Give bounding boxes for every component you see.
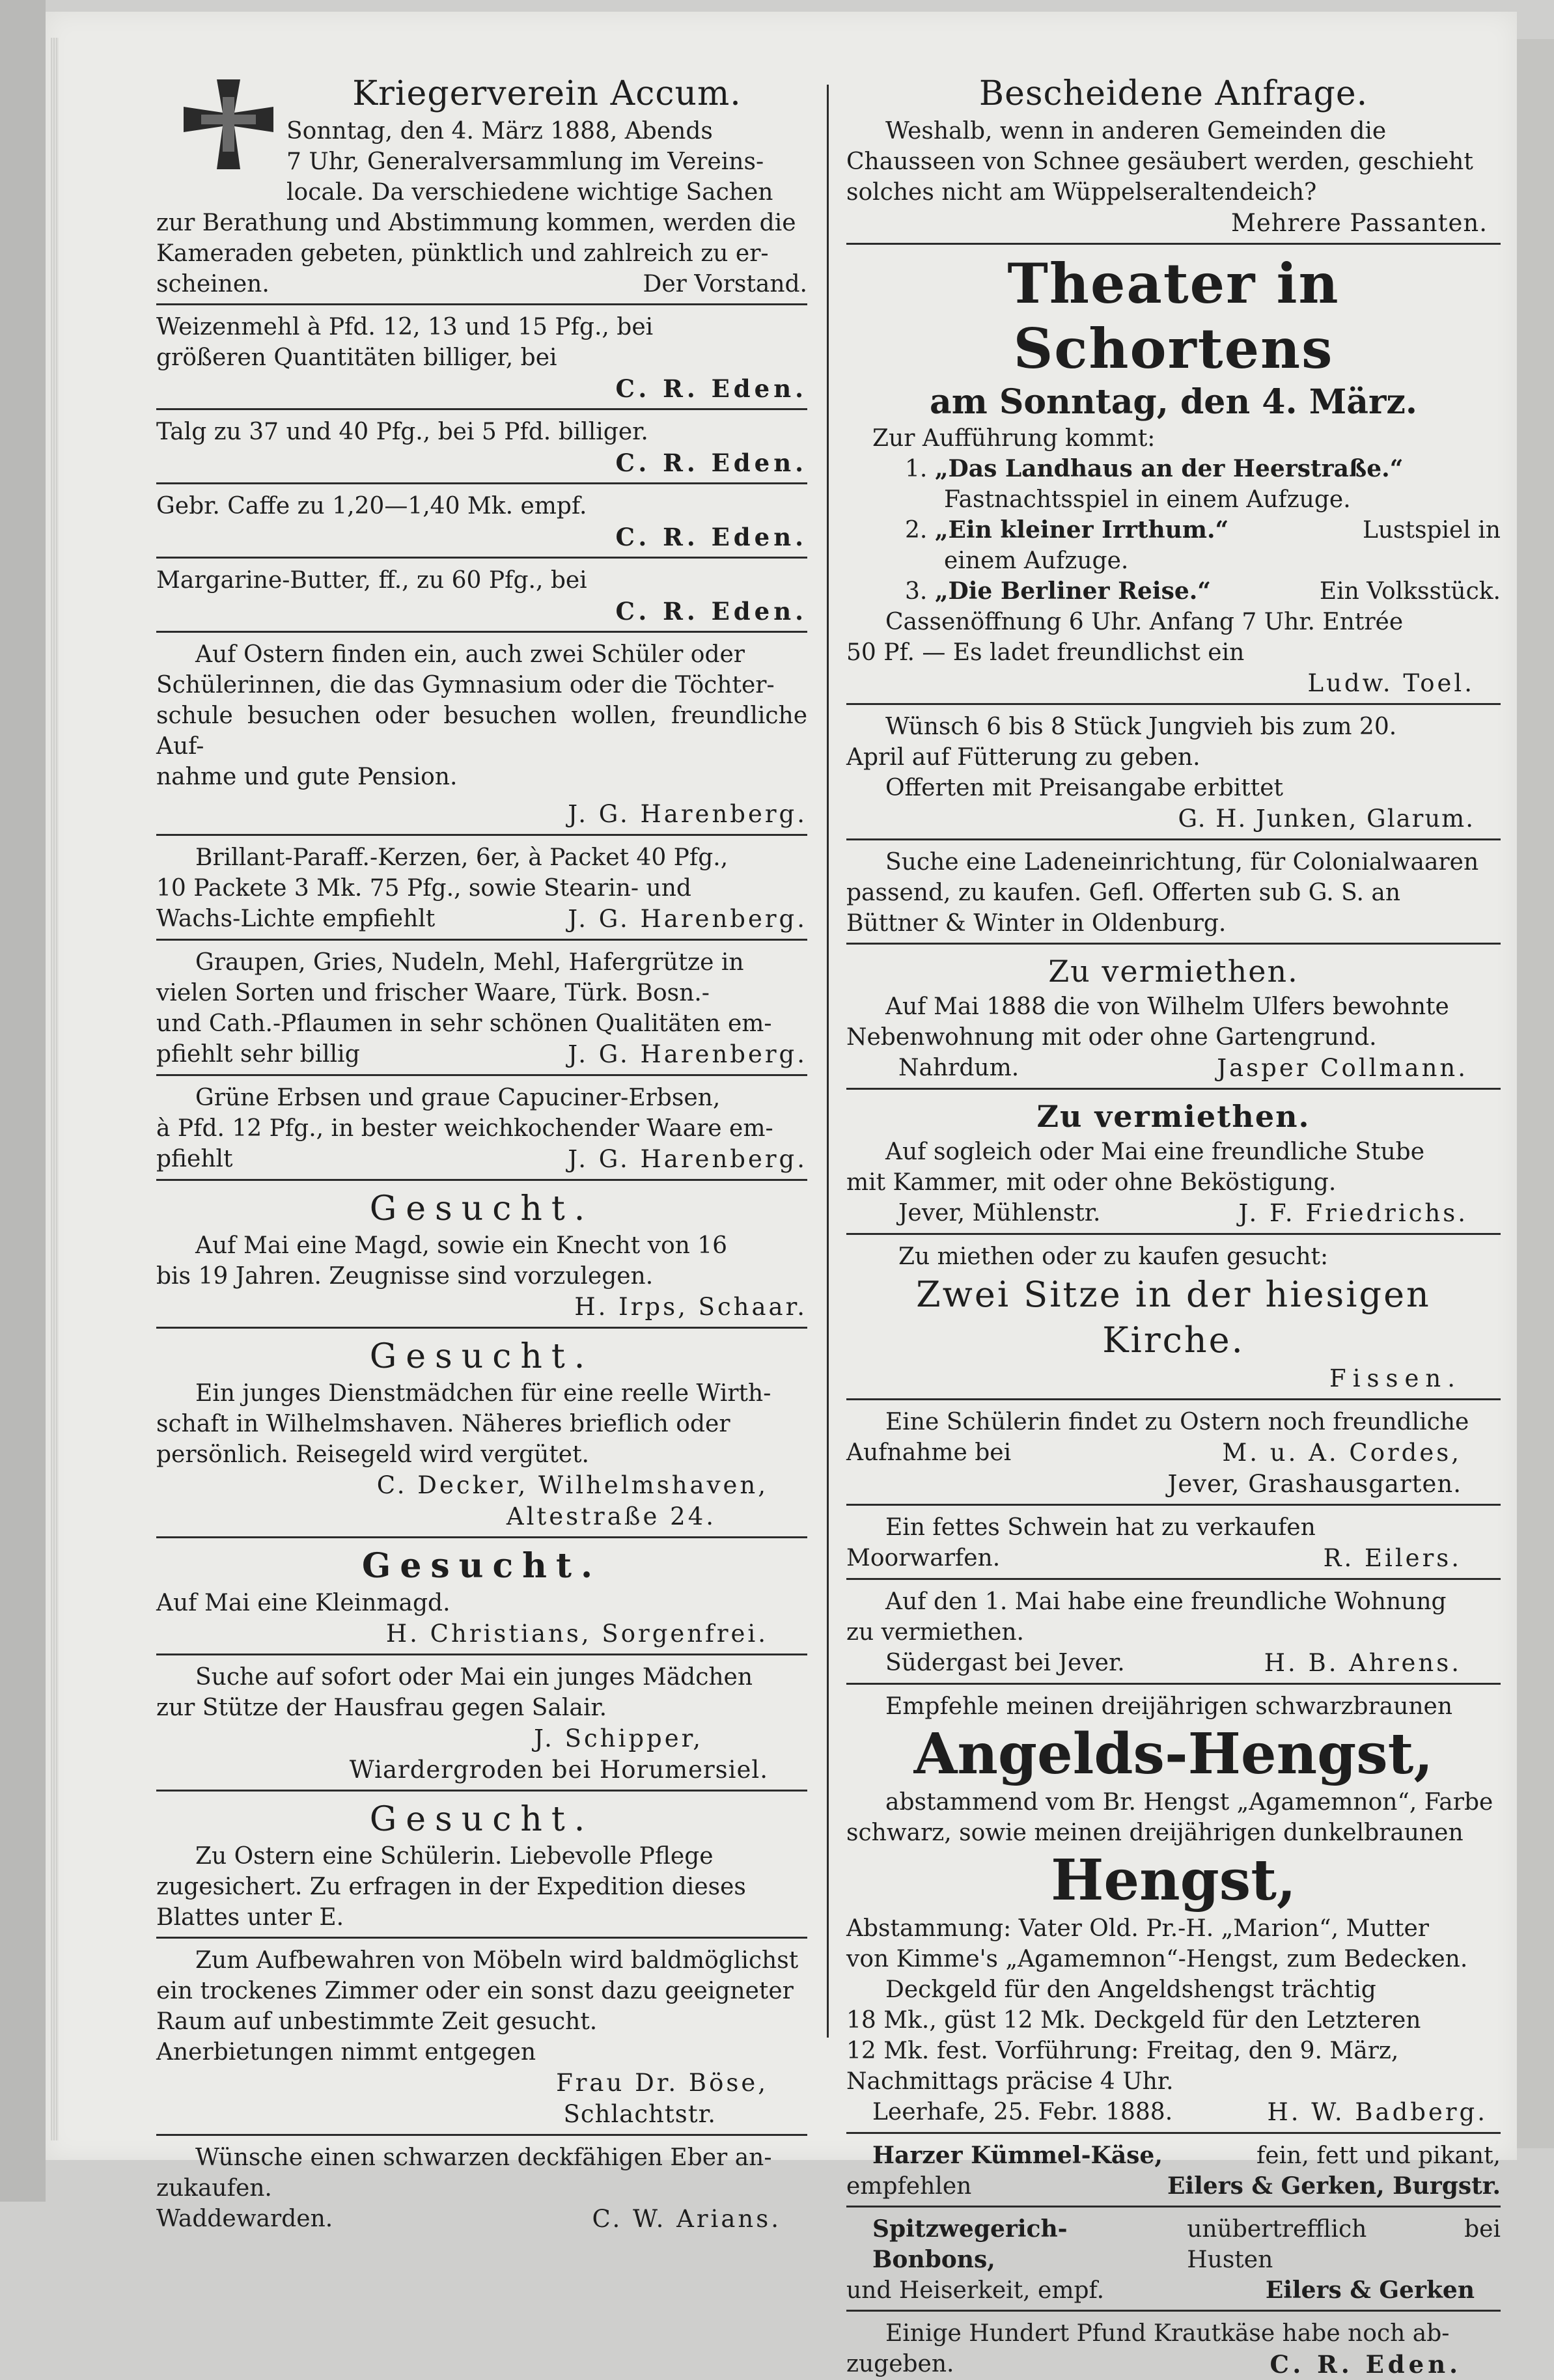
ad-separator bbox=[846, 943, 1501, 945]
ad-separator bbox=[156, 631, 807, 633]
ad-separator bbox=[156, 939, 807, 941]
ad-eber bbox=[156, 2142, 807, 2235]
ad-subtitle: am Sonntag, den 4. März. bbox=[930, 382, 1417, 422]
text-line: Wünsche einen schwarzen deckfähigen Eber an- bbox=[195, 2144, 772, 2171]
text-line: scheinen. bbox=[156, 271, 270, 298]
ad-gesucht-dienstmaedchen bbox=[156, 1335, 807, 1538]
ad-kirchensitze bbox=[846, 1241, 1501, 1400]
ad-title: Bescheidene Anfrage. bbox=[978, 74, 1368, 113]
text-line: bis 19 Jahren. Zeugnisse sind vorzulegen. bbox=[156, 1263, 654, 1290]
iron-cross-icon bbox=[180, 76, 277, 173]
text-line: fein, fett und pikant, bbox=[1256, 2142, 1501, 2169]
text-line: Einige Hundert Pfund Krautkäse habe noch ab- bbox=[885, 2320, 1450, 2347]
text-line: 10 Packete 3 Mk. 75 Pfg., sowie Stearin- und bbox=[156, 875, 691, 902]
ad-body bbox=[846, 1913, 1501, 2128]
text-line: zur Berathung und Abstimmung kommen, werden die bbox=[156, 210, 796, 236]
ad-body bbox=[156, 417, 807, 447]
ad-body bbox=[846, 2214, 1501, 2306]
text-line: ein trockenes Zimmer oder ein sonst dazu geeigneter bbox=[156, 1978, 794, 2004]
ad-body bbox=[156, 1841, 807, 1933]
ad-schipper bbox=[156, 1662, 807, 1792]
text-line: zukaufen. bbox=[156, 2175, 272, 2202]
text-line: Margarine-Butter, ff., zu 60 Pfg., bei bbox=[156, 567, 587, 594]
program-number: 1. bbox=[905, 456, 928, 482]
ad-kriegerverein bbox=[156, 72, 807, 305]
ad-caffe bbox=[156, 491, 807, 559]
text-line: Brillant-Paraff.-Kerzen, 6er, à Packet 40 Pfg., bbox=[195, 844, 728, 871]
ad-signature: C. W. Arians. bbox=[592, 2205, 781, 2233]
text-line: Abstammung: Vater Old. Pr.-H. „Marion“, Mutter bbox=[846, 1915, 1429, 1942]
ad-signature: Mehrere Passanten. bbox=[1230, 209, 1488, 237]
ad-signature: Ludw. Toel. bbox=[1307, 669, 1475, 697]
text-line: zu vermiethen. bbox=[846, 1619, 1024, 1646]
ad-separator bbox=[846, 2310, 1501, 2312]
text-line: solches nicht am Wüppelseraltendeich? bbox=[846, 179, 1317, 206]
ad-talg bbox=[156, 417, 807, 484]
text-line: größeren Quantitäten billiger, bei bbox=[156, 344, 557, 371]
text-line: Auf Mai eine Magd, sowie ein Knecht von 16 bbox=[195, 1232, 728, 1259]
ad-signature: J. Schipper, bbox=[534, 1724, 703, 1752]
ad-title: Gesucht. bbox=[361, 1546, 602, 1586]
ad-signature-address: Schlachtstr. bbox=[563, 2100, 716, 2128]
text-line: Auf Mai eine Kleinmagd. bbox=[156, 1590, 451, 1616]
text-line: Ein junges Dienstmädchen für eine reelle Wirth- bbox=[195, 1380, 771, 1407]
ad-title: Angelds-Hengst, bbox=[913, 1721, 1434, 1787]
ad-body bbox=[156, 670, 807, 792]
ad-anfrage bbox=[846, 72, 1501, 245]
ad-body bbox=[156, 639, 807, 670]
ad-title: Theater in Schortens bbox=[1007, 251, 1340, 381]
text-line: passend, zu kaufen. Gefl. Offerten sub G. S. an bbox=[846, 879, 1401, 906]
ad-ladeneinrichtung bbox=[846, 847, 1501, 945]
ad-signature: M. u. A. Cordes, bbox=[1222, 1439, 1462, 1467]
text-line: Graupen, Gries, Nudeln, Mehl, Hafergrütze in bbox=[195, 949, 744, 976]
ad-separator bbox=[156, 1327, 807, 1329]
ad-erbsen bbox=[156, 1083, 807, 1181]
ad-separator bbox=[156, 834, 807, 836]
text-line: Zu Ostern eine Schülerin. Liebevolle Pflege bbox=[195, 1843, 714, 1870]
text-line: Ein Volksstück. bbox=[1319, 578, 1501, 605]
ad-gesucht-kleinmagd bbox=[156, 1545, 807, 1655]
ad-signature: J. F. Friedrichs. bbox=[1238, 1199, 1468, 1227]
ad-body bbox=[156, 177, 807, 208]
ad-signature: Eilers & Gerken, Burgstr. bbox=[1167, 2172, 1501, 2200]
left-column bbox=[156, 72, 807, 2235]
ad-separator bbox=[846, 703, 1501, 705]
text-line: Grüne Erbsen und graue Capuciner-Erbsen, bbox=[195, 1085, 721, 1111]
column-divider bbox=[827, 85, 829, 2038]
text-line: Suche auf sofort oder Mai ein junges Mädchen bbox=[195, 1664, 753, 1691]
text-line: Auf Mai 1888 die von Wilhelm Ulfers bewohnte bbox=[885, 993, 1449, 1020]
ad-separator bbox=[156, 1536, 807, 1538]
page-edge-left bbox=[51, 38, 59, 2140]
ad-signature: H. B. Ahrens. bbox=[1264, 1649, 1462, 1677]
text-line: mit Kammer, mit oder ohne Beköstigung. bbox=[846, 1169, 1337, 1196]
ad-separator bbox=[156, 482, 807, 484]
text-line: persönlich. Reisegeld wird vergütet. bbox=[156, 1441, 589, 1468]
text-line: Cassenöffnung 6 Uhr. Anfang 7 Uhr. Entrée bbox=[885, 609, 1404, 635]
ad-signature-address: Wiardergroden bei Horumersiel. bbox=[349, 1756, 768, 1784]
text-line: Weizenmehl à Pfd. 12, 13 und 15 Pfg., bei bbox=[156, 314, 654, 340]
ad-body bbox=[846, 1787, 1501, 1848]
text-line: abstammend vom Br. Hengst „Agamemnon“, Farbe bbox=[885, 1789, 1493, 1816]
ad-body bbox=[846, 116, 1501, 208]
right-column bbox=[846, 72, 1501, 2380]
ad-signature: Der Vorstand. bbox=[643, 271, 807, 298]
ad-body bbox=[156, 1662, 807, 1723]
ad-schwein bbox=[846, 1512, 1501, 1580]
ad-signature: C. R. Eden. bbox=[615, 374, 807, 403]
ad-title: Kriegerverein Accum. bbox=[352, 74, 742, 113]
text-line: Nebenwohnung mit oder ohne Gartengrund. bbox=[846, 1024, 1377, 1051]
text-line: einem Aufzuge. bbox=[944, 547, 1129, 574]
ad-signature: Eilers & Gerken bbox=[1265, 2276, 1475, 2304]
ad-body bbox=[156, 842, 807, 935]
ad-title: Gesucht. bbox=[369, 1800, 594, 1839]
ad-separator bbox=[156, 1937, 807, 1939]
play-title: „Die Berliner Reise.“ bbox=[934, 577, 1211, 605]
ad-body bbox=[156, 491, 807, 521]
text-line: Wachs-Lichte empfiehlt bbox=[156, 906, 436, 932]
ad-wohnung bbox=[846, 1586, 1501, 1685]
text-line: Auf Ostern finden ein, auch zwei Schüler oder bbox=[195, 641, 745, 668]
play-title: „Ein kleiner Irrthum.“ bbox=[934, 516, 1229, 544]
text-line: und Cath.-Pflaumen in sehr schönen Qualitäten em- bbox=[156, 1010, 772, 1037]
ad-jungvieh bbox=[846, 712, 1501, 840]
text-line: schaft in Wilhelmshaven. Näheres brieflich oder bbox=[156, 1411, 730, 1437]
ad-body bbox=[846, 423, 1501, 668]
ad-signature: C. Decker, Wilhelmshaven, bbox=[376, 1471, 768, 1499]
ad-signature: R. Eilers. bbox=[1323, 1544, 1462, 1572]
ad-signature: H. W. Badberg. bbox=[1267, 2098, 1488, 2126]
program-number: 3. bbox=[905, 578, 928, 605]
text-line: 18 Mk., güst 12 Mk. Deckgeld für den Letzteren bbox=[846, 2007, 1421, 2034]
text-line: Suche eine Ladeneinrichtung, für Colonialwaaren bbox=[885, 849, 1479, 876]
text-line: pfiehlt sehr billig bbox=[156, 1041, 360, 1068]
ad-body bbox=[156, 947, 807, 1070]
text-line: 50 Pf. — Es ladet freundlichst ein bbox=[846, 639, 1245, 666]
ad-signature: J. G. Harenberg. bbox=[568, 1040, 807, 1068]
ad-signature: G. H. Junken, Glarum. bbox=[1178, 805, 1475, 833]
text-line: Moorwarfen. bbox=[846, 1545, 1001, 1571]
text-line: Auf sogleich oder Mai eine freundliche Stube bbox=[885, 1139, 1425, 1165]
ad-separator bbox=[846, 1088, 1501, 1090]
ad-separator bbox=[156, 1179, 807, 1181]
ad-body bbox=[846, 1407, 1501, 1469]
ad-signature: C. R. Eden. bbox=[615, 449, 807, 477]
ad-hengst bbox=[846, 1691, 1501, 2134]
text-line: Schülerinnen, die das Gymnasium oder die Töchter- bbox=[156, 672, 775, 699]
text-line: pfiehlt bbox=[156, 1146, 233, 1172]
ad-kerzen bbox=[156, 842, 807, 941]
ad-body bbox=[846, 847, 1501, 939]
ad-pension bbox=[156, 639, 807, 836]
text-line: Auf den 1. Mai habe eine freundliche Wohnung bbox=[885, 1588, 1447, 1615]
text-line: Deckgeld für den Angeldshengst trächtig bbox=[885, 1976, 1376, 2003]
ad-separator bbox=[156, 1790, 807, 1792]
ad-gesucht-schuelerin bbox=[156, 1798, 807, 1939]
ad-theater bbox=[846, 251, 1501, 705]
text-line: Gebr. Caffe zu 1,20—1,40 Mk. empf. bbox=[156, 493, 587, 519]
ad-separator bbox=[846, 1398, 1501, 1400]
text-line: Eine Schülerin findet zu Ostern noch freundliche bbox=[885, 1409, 1469, 1435]
text-line: Waddewarden. bbox=[156, 2206, 333, 2232]
ad-title: Zu vermiethen. bbox=[1048, 954, 1299, 989]
ad-body bbox=[156, 312, 807, 373]
text-line: unübertrefflich bei Husten bbox=[1187, 2216, 1501, 2273]
text-line: Fastnachtsspiel in einem Aufzuge. bbox=[944, 486, 1351, 513]
ad-margarine bbox=[156, 565, 807, 633]
text-line: Aufnahme bei bbox=[846, 1439, 1012, 1466]
text-line: Zur Aufführung kommt: bbox=[872, 425, 1156, 452]
ad-separator bbox=[156, 408, 807, 410]
ad-vermiethen-jever bbox=[846, 1096, 1501, 1235]
text-line: Wünsch 6 bis 8 Stück Jungvieh bis zum 20. bbox=[885, 713, 1397, 740]
text-line: Südergast bei Jever. bbox=[885, 1650, 1125, 1676]
text-line: schule besuchen oder besuchen wollen, freundliche Auf- bbox=[156, 702, 807, 760]
text-line: Lustspiel in bbox=[1362, 517, 1501, 544]
text-line: nahme und gute Pension. bbox=[156, 764, 458, 790]
ad-signature: C. R. Eden. bbox=[1270, 2350, 1462, 2379]
ad-separator bbox=[846, 2132, 1501, 2134]
text-line: à Pfd. 12 Pfg., in bester weichkochender Waare em- bbox=[156, 1115, 773, 1142]
ad-signature: C. R. Eden. bbox=[615, 523, 807, 551]
ad-body bbox=[846, 1137, 1501, 1229]
ad-signature: Fissen. bbox=[1329, 1364, 1462, 1392]
ad-separator bbox=[846, 1233, 1501, 1235]
ad-vermiethen-nahrdum bbox=[846, 951, 1501, 1090]
text-line: locale. Da verschiedene wichtige Sachen bbox=[286, 179, 773, 206]
text-line: Sonntag, den 4. März 1888, Abends bbox=[286, 118, 713, 145]
product-name: Spitzwegerich-Bonbons, bbox=[872, 2215, 1068, 2273]
ad-title: Zu vermiethen. bbox=[1036, 1099, 1311, 1134]
ad-separator bbox=[156, 303, 807, 305]
text-line: Kameraden gebeten, pünktlich und zahlreich zu er- bbox=[156, 240, 769, 267]
ad-signature: Frau Dr. Böse, bbox=[556, 2069, 768, 2097]
text-line: Ein fettes Schwein hat zu verkaufen bbox=[885, 1514, 1316, 1541]
ad-body bbox=[846, 1586, 1501, 1679]
text-line: empfehlen bbox=[846, 2173, 972, 2200]
ad-signature: H. Irps, Schaar. bbox=[574, 1293, 807, 1321]
ad-signature: C. R. Eden. bbox=[615, 597, 807, 626]
text-line: Talg zu 37 und 40 Pfg., bei 5 Pfd. billiger. bbox=[156, 419, 648, 445]
text-line: Büttner & Winter in Oldenburg. bbox=[846, 910, 1227, 937]
ad-separator bbox=[846, 2206, 1501, 2207]
ad-signature: J. G. Harenberg. bbox=[568, 800, 807, 828]
text-line: Raum auf unbestimmte Zeit gesucht. bbox=[156, 2008, 598, 2035]
text-line: Jever, Mühlenstr. bbox=[898, 1200, 1101, 1226]
ad-body bbox=[846, 2140, 1501, 2202]
text-line: Zu miethen oder zu kaufen gesucht: bbox=[898, 1243, 1329, 1270]
text-line: 12 Mk. fest. Vorführung: Freitag, den 9. März, bbox=[846, 2038, 1399, 2064]
product-name: Harzer Kümmel-Käse, bbox=[872, 2142, 1163, 2169]
text-line: zur Stütze der Hausfrau gegen Salair. bbox=[156, 1695, 607, 1721]
ad-separator bbox=[156, 1074, 807, 1076]
ad-title: Hengst, bbox=[1051, 1847, 1296, 1913]
text-line: Empfehle meinen dreijährigen schwarzbraunen bbox=[885, 1693, 1453, 1720]
ad-graupen bbox=[156, 947, 807, 1076]
ad-separator bbox=[846, 1578, 1501, 1580]
ad-signature: J. G. Harenberg. bbox=[568, 905, 807, 933]
ad-body bbox=[156, 208, 807, 299]
text-line: 7 Uhr, Generalversammlung im Vereins- bbox=[286, 148, 764, 175]
ad-body bbox=[156, 1230, 807, 1292]
ad-separator bbox=[846, 1683, 1501, 1685]
text-line: Nahrdum. bbox=[898, 1055, 1020, 1081]
ad-body bbox=[846, 991, 1501, 1084]
ad-krautkaese bbox=[846, 2318, 1501, 2380]
ad-title: Gesucht. bbox=[369, 1189, 594, 1228]
ad-weizenmehl bbox=[156, 312, 807, 410]
ad-signature-address: Jever, Grashausgarten. bbox=[1167, 1470, 1462, 1498]
ad-separator bbox=[846, 1504, 1501, 1506]
ad-moebel bbox=[156, 1945, 807, 2136]
ad-body bbox=[156, 1378, 807, 1470]
ad-body bbox=[156, 2142, 807, 2235]
text-line: und Heiserkeit, empf. bbox=[846, 2277, 1105, 2304]
text-line: zugesichert. Zu erfragen in der Expedition dieses bbox=[156, 1874, 746, 1900]
ad-signature: Jasper Collmann. bbox=[1217, 1054, 1468, 1082]
ad-title: Zwei Sitze in der hiesigen Kirche. bbox=[916, 1274, 1431, 1361]
play-title: „Das Landhaus an der Heerstraße.“ bbox=[934, 455, 1404, 482]
ad-body bbox=[156, 1588, 807, 1618]
ad-body bbox=[156, 1083, 807, 1175]
scan-margin-right bbox=[1517, 39, 1554, 2148]
ad-separator bbox=[156, 2134, 807, 2136]
text-line: schwarz, sowie meinen dreijährigen dunkelbraunen bbox=[846, 1820, 1464, 1846]
text-line: zugeben. bbox=[846, 2351, 954, 2377]
scan-margin-left bbox=[0, 0, 46, 2202]
text-line: Nachmittags präcise 4 Uhr. bbox=[846, 2068, 1174, 2095]
ad-signature-address: Altestraße 24. bbox=[506, 1502, 716, 1530]
ad-separator bbox=[846, 243, 1501, 245]
text-line: Anerbietungen nimmt entgegen bbox=[156, 2039, 536, 2066]
ad-title: Gesucht. bbox=[369, 1337, 594, 1376]
ad-signature: H. Christians, Sorgenfrei. bbox=[385, 1620, 768, 1648]
ad-gesucht-magd bbox=[156, 1187, 807, 1329]
text-line: Zum Aufbewahren von Möbeln wird baldmöglichst bbox=[195, 1947, 799, 1974]
ad-separator bbox=[846, 838, 1501, 840]
text-line: Blattes unter E. bbox=[156, 1904, 344, 1931]
text-line: Offerten mit Preisangabe erbittet bbox=[885, 775, 1284, 801]
text-line: Chausseen von Schnee gesäubert werden, geschieht bbox=[846, 148, 1473, 175]
program-number: 2. bbox=[905, 517, 928, 544]
ad-signature: J. G. Harenberg. bbox=[568, 1145, 807, 1173]
ad-separator bbox=[156, 1654, 807, 1655]
ad-kuemmelkaese bbox=[846, 2140, 1501, 2207]
ad-body bbox=[846, 1512, 1501, 1574]
ad-bonbons bbox=[846, 2214, 1501, 2312]
ad-separator bbox=[156, 557, 807, 559]
ad-body bbox=[156, 1945, 807, 2068]
ad-body bbox=[156, 565, 807, 596]
text-line: Leerhafe, 25. Febr. 1888. bbox=[872, 2099, 1173, 2125]
ad-body bbox=[846, 712, 1501, 803]
ad-schuelerin-aufnahme bbox=[846, 1407, 1501, 1506]
text-line: Weshalb, wenn in anderen Gemeinden die bbox=[885, 118, 1387, 145]
text-line: von Kimme's „Agamemnon“-Hengst, zum Bedecken. bbox=[846, 1946, 1468, 1972]
text-line: April auf Fütterung zu geben. bbox=[846, 744, 1200, 771]
ad-body bbox=[846, 2318, 1501, 2380]
text-line: vielen Sorten und frischer Waare, Türk. Bosn.- bbox=[156, 980, 710, 1006]
